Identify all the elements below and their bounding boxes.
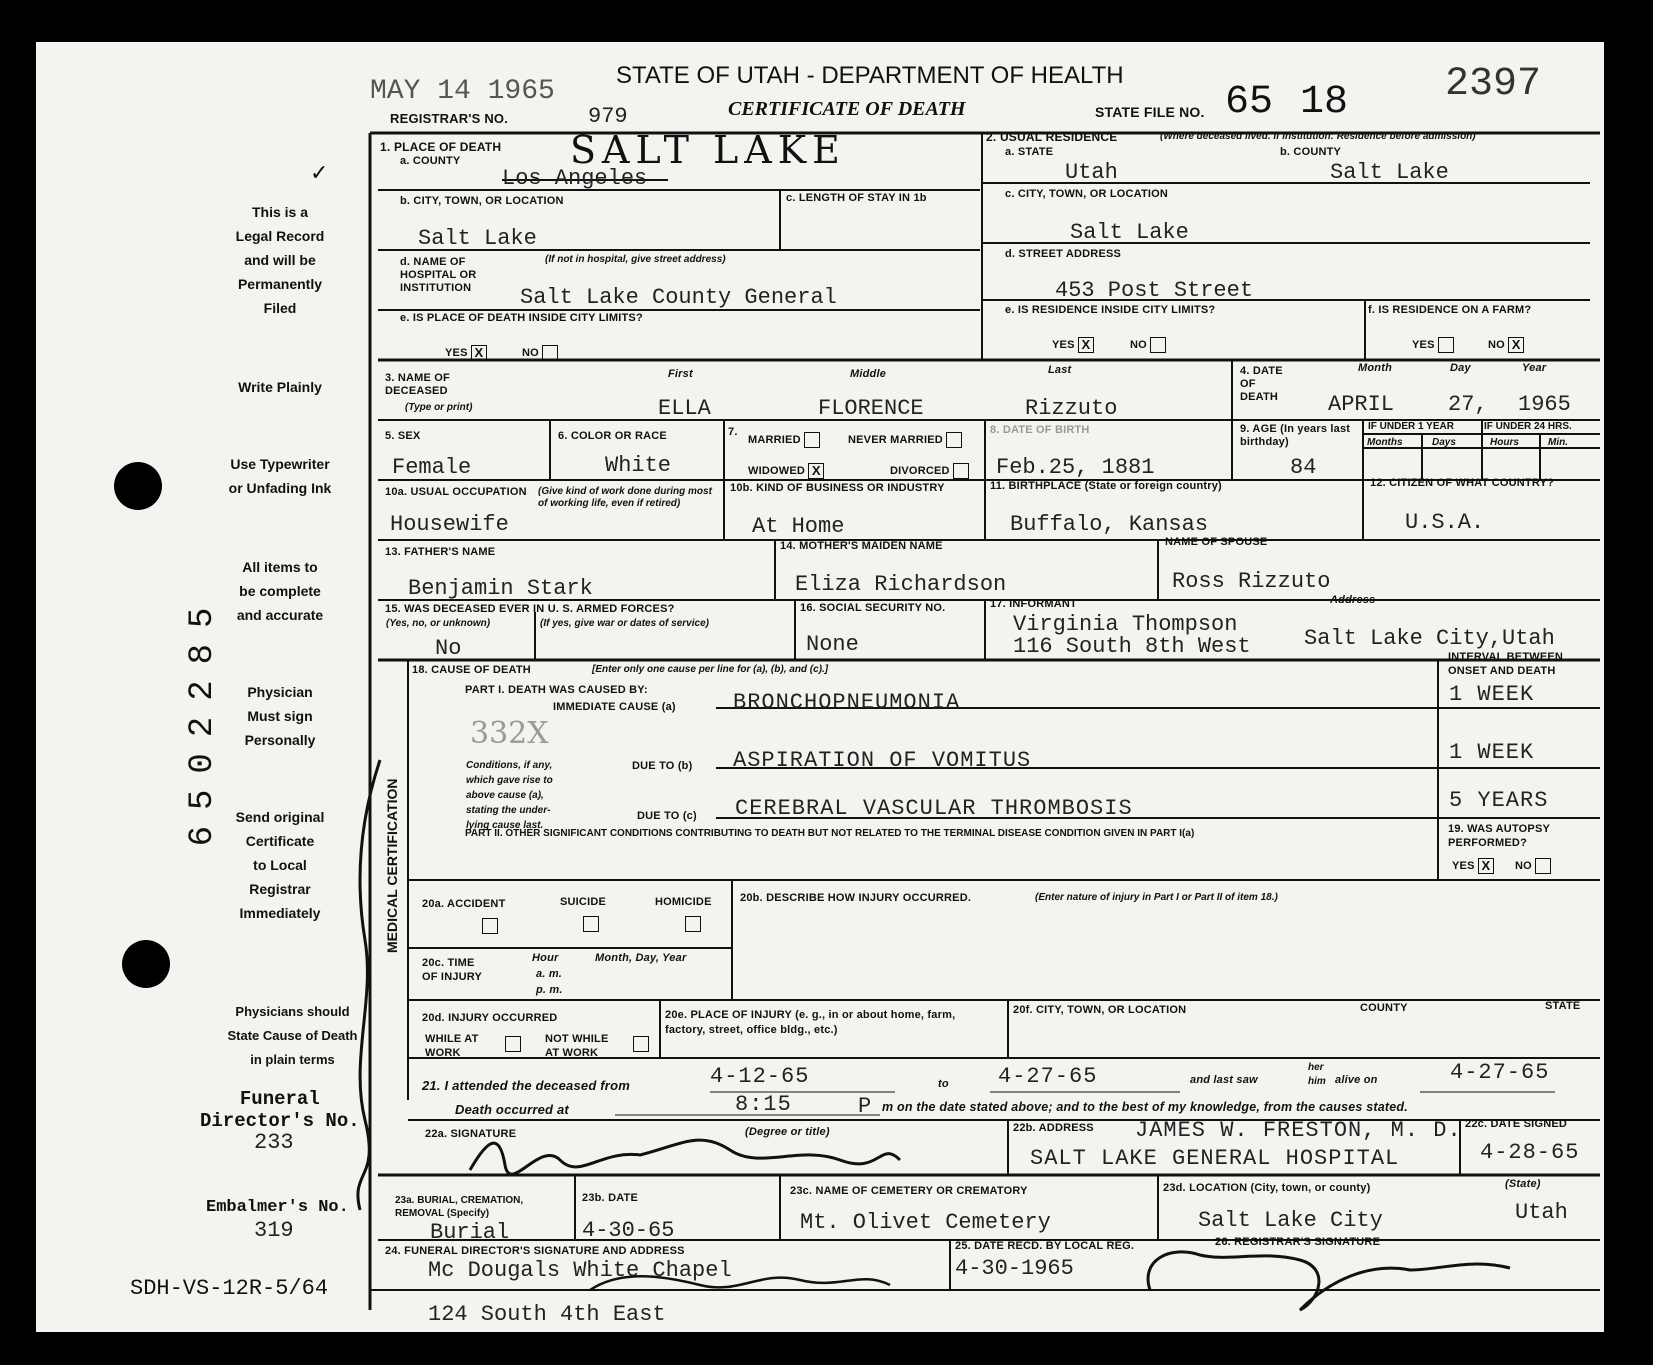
day-label: Day xyxy=(1450,362,1471,374)
social-security: None xyxy=(806,632,859,657)
hospital-name: Salt Lake County General xyxy=(520,285,837,310)
father-name: Benjamin Stark xyxy=(408,576,593,601)
suicide-label: SUICIDE xyxy=(560,896,607,908)
interval-c: 5 YEARS xyxy=(1449,788,1549,813)
f2f-no[interactable]: NO X xyxy=(1488,337,1524,353)
last-seen-date: 4-27-65 xyxy=(1450,1060,1550,1085)
not-while-at-work-label: NOT WHILE AT WORK xyxy=(545,1033,609,1059)
county-struck: Los Angeles xyxy=(502,166,648,191)
f20d-label: 20d. INJURY OCCURRED xyxy=(422,1012,558,1024)
send-original-note: Send original Certificate to Local Registrar Immediately xyxy=(235,809,325,921)
not-while-at-work-checkbox[interactable] xyxy=(633,1036,649,1052)
months-label: Months xyxy=(1367,437,1403,448)
residence-street: 453 Post Street xyxy=(1055,278,1254,303)
f22b-label: 22b. ADDRESS xyxy=(1013,1122,1094,1134)
informant-address-2: Salt Lake City,Utah xyxy=(1304,626,1555,651)
under-24-hrs: IF UNDER 24 HRS. xyxy=(1484,421,1572,432)
part2-label: PART II. OTHER SIGNIFICANT CONDITIONS CONTRIBUTING TO DEATH BUT NOT RELATED TO THE TERMINAL DISEASE CONDITION GIVEN IN PART I(a) xyxy=(465,828,1195,839)
date-received: 4-30-1965 xyxy=(955,1256,1074,1281)
f2d-label: d. STREET ADDRESS xyxy=(1005,248,1122,260)
certificate-title: CERTIFICATE OF DEATH xyxy=(728,98,966,120)
form-id: SDH-VS-12R-5/64 xyxy=(130,1276,329,1301)
f7-label: 7. xyxy=(728,426,738,438)
autopsy-yes[interactable]: YES X xyxy=(1452,858,1494,874)
f2b-label: b. COUNTY xyxy=(1280,146,1342,158)
mother-maiden-name: Eliza Richardson xyxy=(795,572,1007,597)
f15-note-2: (If yes, give war or dates of service) xyxy=(540,618,709,629)
f11-label: 11. BIRTHPLACE (State or foreign country) xyxy=(990,480,1222,492)
first-name: ELLA xyxy=(658,396,711,421)
cemetery-name: Mt. Olivet Cemetery xyxy=(800,1210,1051,1235)
f22c-label: 22c. DATE SIGNED xyxy=(1465,1118,1568,1130)
f25-label: 25. DATE RECD. BY LOCAL REG. xyxy=(955,1240,1135,1252)
f1b-label: b. CITY, TOWN, OR LOCATION xyxy=(400,195,564,207)
f1d-label: d. NAME OF HOSPITAL OR INSTITUTION xyxy=(400,256,477,294)
death-time: 8:15 xyxy=(735,1092,792,1117)
occupation: Housewife xyxy=(390,512,509,537)
divorced-option[interactable]: DIVORCED xyxy=(890,463,969,479)
f3-note: (Type or print) xyxy=(405,402,473,413)
f24-label: 24. FUNERAL DIRECTOR'S SIGNATURE AND ADDRESS xyxy=(385,1245,685,1257)
f2e-yes[interactable]: YES X xyxy=(1052,337,1094,353)
f18-note: [Enter only one cause per line for (a), (b), and (c).] xyxy=(592,664,829,675)
informant-address-1: 116 South 8th West xyxy=(1013,634,1251,659)
informant-name: Virginia Thompson xyxy=(1013,612,1238,637)
birthplace: Buffalo, Kansas xyxy=(1010,512,1209,537)
sex: Female xyxy=(392,455,472,480)
f10a-label: 10a. USUAL OCCUPATION xyxy=(385,486,527,498)
f5-label: 5. SEX xyxy=(385,430,421,442)
armed-forces: No xyxy=(435,636,462,661)
agency-title: STATE OF UTAH - DEPARTMENT OF HEALTH xyxy=(616,62,1124,89)
f20f-label: 20f. CITY, TOWN, OR LOCATION xyxy=(1013,1004,1187,1016)
f23a-label: 23a. BURIAL, CREMATION, REMOVAL (Specify) xyxy=(395,1195,524,1219)
f20c-label: 20c. TIME OF INJURY xyxy=(422,957,483,983)
f20a-label: 20a. ACCIDENT xyxy=(422,898,506,910)
attended-to: 4-27-65 xyxy=(998,1064,1098,1089)
death-year: 1965 xyxy=(1518,392,1571,417)
f2e-no[interactable]: NO xyxy=(1130,337,1166,353)
first-name-label: First xyxy=(668,368,693,380)
state-file-no-year: 65 xyxy=(1225,80,1274,125)
state-file-no-region: 18 xyxy=(1300,80,1349,125)
f8-label: 8. DATE OF BIRTH xyxy=(990,424,1090,436)
last-saw-label: and last saw xyxy=(1190,1074,1258,1086)
homicide-checkbox[interactable] xyxy=(685,916,701,932)
last-name-label: Last xyxy=(1048,364,1072,376)
mdy-label: Month, Day, Year xyxy=(595,952,687,964)
f15-note-1: (Yes, no, or unknown) xyxy=(386,618,491,629)
vertical-file-number: 6502285 xyxy=(184,591,222,847)
widowed-option[interactable]: WIDOWED X xyxy=(748,463,824,479)
f16-label: 16. SOCIAL SECURITY NO. xyxy=(800,602,946,614)
f2f-label: f. IS RESIDENCE ON A FARM? xyxy=(1368,304,1532,316)
citizenship: U.S.A. xyxy=(1405,510,1485,535)
pm-letter: P xyxy=(858,1094,873,1119)
physician-address: SALT LAKE GENERAL HOSPITAL xyxy=(1030,1146,1400,1171)
while-at-work-label: WHILE AT WORK xyxy=(425,1033,479,1059)
physician-sign-note: Physician Must sign Personally xyxy=(244,684,316,748)
date-signed: 4-28-65 xyxy=(1480,1140,1580,1165)
to-label: to xyxy=(938,1078,949,1090)
interval-label: INTERVAL BETWEEN ONSET AND DEATH xyxy=(1448,651,1564,677)
f2-label: 2. USUAL RESIDENCE xyxy=(986,130,1118,144)
hours-label: Hours xyxy=(1490,437,1519,448)
cause-b: ASPIRATION OF VOMITUS xyxy=(733,748,1032,773)
attended-from: 4-12-65 xyxy=(710,1064,810,1089)
f20b-label: 20b. DESCRIBE HOW INJURY OCCURRED. xyxy=(740,892,972,904)
residence-county: Salt Lake xyxy=(1330,160,1449,185)
burial-location: Salt Lake City xyxy=(1198,1208,1383,1233)
physician-signature xyxy=(470,1140,900,1174)
f20b-note: (Enter nature of injury in Part I or Part II of item 18.) xyxy=(1035,892,1278,903)
race: White xyxy=(605,453,672,478)
cause-code: 332X xyxy=(470,716,549,751)
f18-label: 18. CAUSE OF DEATH xyxy=(412,664,531,676)
write-plainly-note: Write Plainly xyxy=(238,379,322,395)
middle-name: FLORENCE xyxy=(818,396,924,421)
f10a-note: (Give kind of work done during most of working life, even if retired) xyxy=(538,486,712,509)
m-on-label: m on the date stated above; and to the best of my knowledge, from the causes stated. xyxy=(882,1100,1408,1114)
age: 84 xyxy=(1290,455,1317,480)
autopsy-no[interactable]: NO xyxy=(1515,858,1551,874)
medical-certification-label: MEDICAL CERTIFICATION xyxy=(384,778,400,953)
month-label: Month xyxy=(1358,362,1392,374)
f1e-no[interactable]: NO xyxy=(522,345,558,361)
date-of-birth: Feb.25, 1881 xyxy=(996,455,1155,480)
funeral-director-address: 124 South 4th East xyxy=(428,1302,666,1327)
min-label: Min. xyxy=(1548,437,1568,448)
embalmer-label: Embalmer's No. xyxy=(206,1198,349,1217)
state-paren-label: (State) xyxy=(1505,1178,1541,1190)
f2a-label: a. STATE xyxy=(1005,146,1054,158)
f1e-label: e. IS PLACE OF DEATH INSIDE CITY LIMITS? xyxy=(400,312,643,324)
interval-a: 1 WEEK xyxy=(1449,682,1535,707)
pm-label: p. m. xyxy=(536,984,563,996)
state-file-label: STATE FILE NO. xyxy=(1095,104,1205,120)
due-to-c-label: DUE TO (c) xyxy=(637,810,697,822)
punch-hole-top xyxy=(114,462,162,510)
physicians-state-note: Physicians should State Cause of Death in plain terms xyxy=(227,1004,358,1067)
conditions-note: Conditions, if any, which gave rise to above cause (a), stating the under- lying cause last. xyxy=(466,760,553,831)
spouse-label: NAME OF SPOUSE xyxy=(1165,536,1268,548)
hour-label: Hour xyxy=(532,952,559,964)
year-label: Year xyxy=(1522,362,1547,374)
while-at-work-checkbox[interactable] xyxy=(505,1036,521,1052)
him-label: him xyxy=(1308,1076,1326,1087)
complete-note: All items to be complete and accurate xyxy=(236,559,324,623)
f23c-label: 23c. NAME OF CEMETERY OR CREMATORY xyxy=(790,1185,1028,1197)
county-label: COUNTY xyxy=(1360,1002,1408,1014)
death-month: APRIL xyxy=(1328,392,1395,417)
interval-b: 1 WEEK xyxy=(1449,740,1535,765)
f2-note: (Where deceased lived. If institution: Residence before admission) xyxy=(1160,131,1476,142)
residence-state: Utah xyxy=(1065,160,1118,185)
check-mark: ✓ xyxy=(310,160,329,185)
f1a-label: a. COUNTY xyxy=(400,155,461,167)
alive-on-label: alive on xyxy=(1335,1074,1378,1086)
legal-record-note: This is a Legal Record and will be Permanently Filed xyxy=(235,204,325,316)
f17-label: 17. INFORMANT xyxy=(990,598,1077,610)
f12-label: 12. CITIZEN OF WHAT COUNTRY? xyxy=(1370,477,1555,489)
place-city: Salt Lake xyxy=(418,226,537,251)
county-handwritten: SALT LAKE xyxy=(570,128,846,172)
f1e-yes[interactable]: YES X xyxy=(445,345,487,361)
physician-name: JAMES W. FRESTON, M. D. xyxy=(1135,1118,1462,1143)
f20e-label: 20e. PLACE OF INJURY (e. g., in or about home, farm, factory, street, office bldg., etc.) xyxy=(665,1009,956,1036)
residence-city: Salt Lake xyxy=(1070,220,1189,245)
f1-label: 1. PLACE OF DEATH xyxy=(380,140,502,154)
f14-label: 14. MOTHER'S MAIDEN NAME xyxy=(780,540,943,552)
f21-label: 21. I attended the deceased from xyxy=(422,1078,630,1093)
death-day: 27, xyxy=(1448,392,1488,417)
received-date-stamp: MAY 14 1965 xyxy=(370,76,555,107)
degree-label: (Degree or title) xyxy=(745,1126,830,1138)
f26-label: 26. REGISTRAR'S SIGNATURE xyxy=(1215,1236,1381,1248)
spouse-name: Ross Rizzuto xyxy=(1172,569,1331,594)
f19-label: 19. WAS AUTOPSY PERFORMED? xyxy=(1448,823,1550,849)
f10b-label: 10b. KIND OF BUSINESS OR INDUSTRY xyxy=(730,482,945,494)
f15-label: 15. WAS DECEASED EVER IN U. S. ARMED FORCES? xyxy=(385,603,675,615)
f2e-label: e. IS RESIDENCE INSIDE CITY LIMITS? xyxy=(1005,304,1216,316)
part1-label: PART I. DEATH WAS CAUSED BY: xyxy=(465,684,648,696)
funeral-director-name: Mc Dougals White Chapel xyxy=(428,1258,732,1283)
embalmer-no: 319 xyxy=(254,1218,294,1243)
due-to-b-label: DUE TO (b) xyxy=(632,760,693,772)
state-label: STATE xyxy=(1545,1000,1581,1012)
homicide-label: HOMICIDE xyxy=(655,896,712,908)
am-label: a. m. xyxy=(536,968,563,980)
registrar-no: 979 xyxy=(588,104,628,129)
f1c-label: c. LENGTH OF STAY IN 1b xyxy=(786,192,927,204)
disposition-date: 4-30-65 xyxy=(582,1218,675,1243)
immediate-cause-label: IMMEDIATE CAUSE (a) xyxy=(553,701,676,713)
address-label: Address xyxy=(1330,594,1376,606)
cause-c: CEREBRAL VASCULAR THROMBOSIS xyxy=(735,796,1133,821)
days-label: Days xyxy=(1432,437,1456,448)
state-file-no-serial: 2397 xyxy=(1445,62,1542,107)
under-1-year: IF UNDER 1 YEAR xyxy=(1368,421,1454,432)
registrar-signature xyxy=(1148,1252,1510,1310)
disposition: Burial xyxy=(430,1220,510,1245)
cause-a: BRONCHOPNEUMONIA xyxy=(733,690,961,715)
registrar-no-label: REGISTRAR'S NO. xyxy=(390,111,509,126)
middle-name-label: Middle xyxy=(850,368,887,380)
funeral-director-no: 233 xyxy=(254,1130,294,1155)
married-option[interactable]: MARRIED xyxy=(748,432,820,448)
accident-checkbox[interactable] xyxy=(482,918,498,934)
f23b-label: 23b. DATE xyxy=(582,1192,638,1204)
f2f-yes[interactable]: YES xyxy=(1412,337,1454,353)
f2c-label: c. CITY, TOWN, OR LOCATION xyxy=(1005,188,1169,200)
f6-label: 6. COLOR OR RACE xyxy=(558,430,667,442)
last-name: Rizzuto xyxy=(1025,396,1118,421)
her-label: her xyxy=(1308,1062,1324,1073)
f4-label: 4. DATE OF DEATH xyxy=(1240,365,1283,403)
f3-label: 3. NAME OF DECEASED xyxy=(385,372,450,397)
death-occurred-label: Death occurred at xyxy=(455,1102,569,1117)
burial-state: Utah xyxy=(1515,1200,1568,1225)
suicide-checkbox[interactable] xyxy=(583,916,599,932)
f13-label: 13. FATHER'S NAME xyxy=(385,546,496,558)
f22a-label: 22a. SIGNATURE xyxy=(425,1128,517,1140)
punch-hole-bottom xyxy=(122,940,170,988)
f1d-note: (If not in hospital, give street address) xyxy=(545,254,726,265)
never-married-option[interactable]: NEVER MARRIED xyxy=(848,432,962,448)
f9-label: 9. AGE (In years last birthday) xyxy=(1240,423,1351,448)
business-industry: At Home xyxy=(752,514,845,539)
typewriter-note: Use Typewriter or Unfading Ink xyxy=(228,456,332,496)
funeral-director-label: Funeral Director's No. xyxy=(200,1088,360,1132)
f23d-label: 23d. LOCATION (City, town, or county) xyxy=(1163,1182,1371,1194)
